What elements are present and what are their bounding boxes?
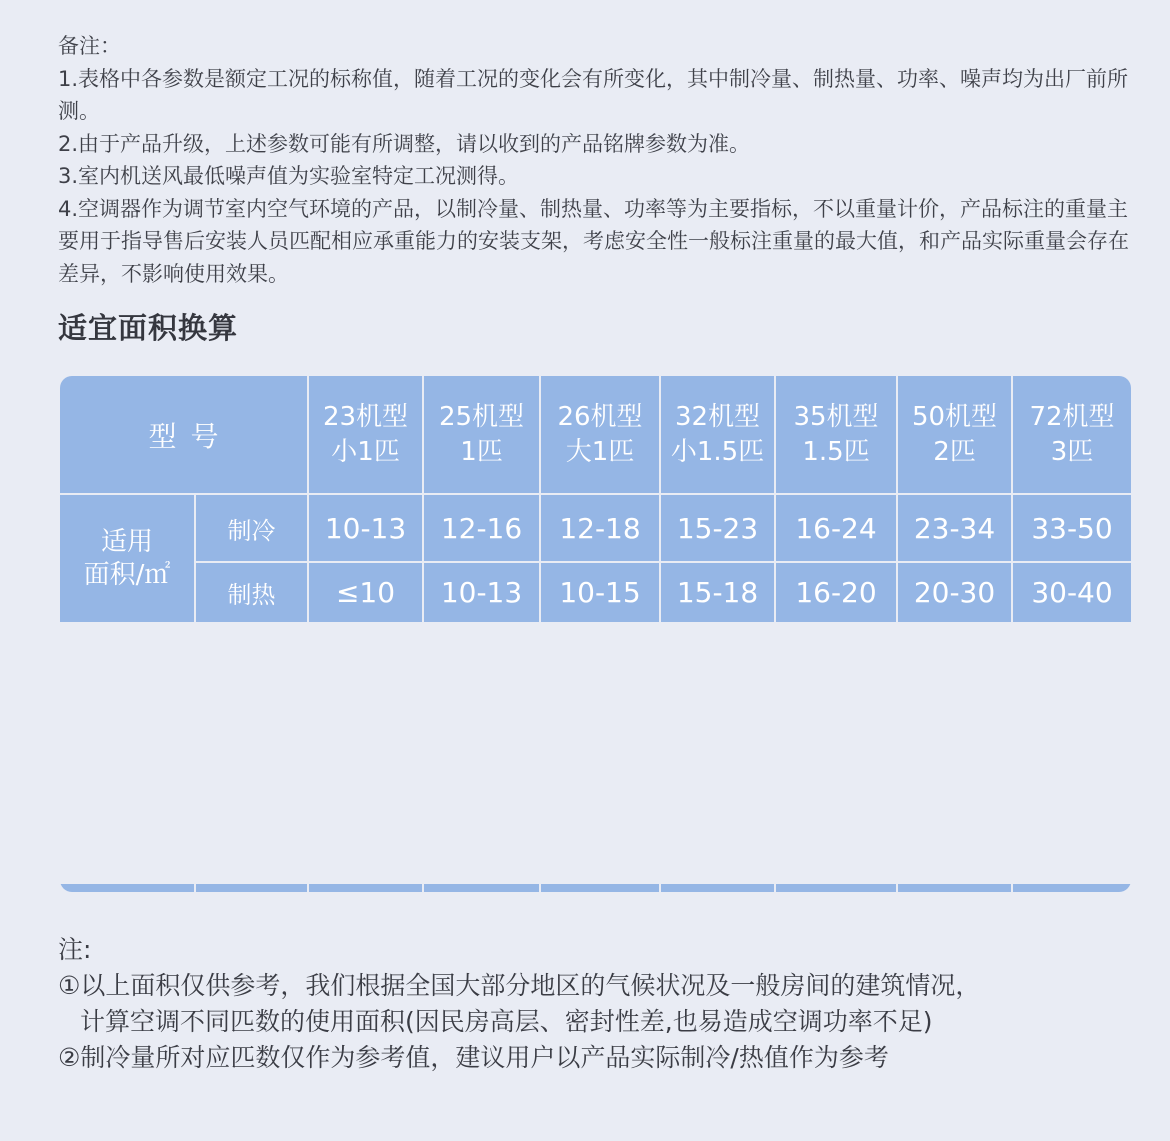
col-divider [539,884,541,892]
column-header-model: 72机型 [1029,401,1115,432]
column-header-hp: 1.5匹 [802,436,870,467]
column-header [424,376,539,493]
model-header: 型号 [148,419,233,453]
column-header [776,376,896,493]
heating-cell: 20-30 [913,576,996,609]
column-header-model: 26机型 [557,401,643,432]
note-item-2: 2.由于产品升级，上述参数可能有所调整，请以收到的产品铭牌参数为准。 [58,131,751,156]
notes-heading: 备注： [58,34,121,58]
cooling-row-label: 制冷 [227,516,276,545]
col-divider [1011,884,1013,892]
note-item-1: 1.表格中各参数是额定工况的标称值，随着工况的变化会有所变化，其中制冷量、制热量、功率、噪声均为出厂前所测。 [58,66,1129,123]
section-title: 适宜面积换算 [58,311,239,345]
area-label-line1: 适用 [100,526,153,557]
heating-cell: 15-18 [676,576,759,609]
heating-row-label: 制热 [227,581,276,609]
cooling-cell: 16-24 [795,511,877,545]
heating-cell: 16-20 [795,576,877,609]
heating-cell: ≤10 [335,576,396,609]
note-item-4: 4.空调器作为调节室内空气环境的产品，以制冷量、制热量、功率等为主要指标，不以重量计价，产品标注的重量主要用于指导售后安装人员匹配相应承重能力的安装支架，考虑安全性一般标注重量的最大值，和产品实际重量会存在差异，不影响使用效果。 [58,196,1129,286]
column-header-model: 23机型 [322,401,409,432]
area-table [60,376,1131,892]
col-divider [896,884,898,892]
column-header-model: 50机型 [911,401,998,432]
footnote-line-1: ①以上面积仅供参考，我们根据全国大部分地区的气候状况及一般房间的建筑情况， [58,971,981,1000]
column-header-hp: 小1.5匹 [670,436,765,467]
cooling-cell: 10-13 [324,511,407,545]
cooling-cell: 12-16 [440,511,523,545]
table-bottom-strip [60,884,1131,892]
column-header-model: 25机型 [438,401,525,432]
column-header-model: 32机型 [674,401,761,432]
column-header-hp: 3匹 [1050,436,1094,467]
col-divider [194,884,196,892]
column-header-hp: 大1匹 [565,436,635,467]
cooling-cell: 33-50 [1031,511,1113,545]
footnote-line-2: 计算空调不同匹数的使用面积(因民房高层、密封性差,也易造成空调功率不足) [80,1007,933,1036]
column-header-hp: 小1匹 [331,436,400,467]
heating-cell: 30-40 [1031,576,1113,609]
column-header-model: 35机型 [793,401,879,432]
heating-cell: 10-13 [440,576,523,609]
cooling-cell: 15-23 [676,511,759,545]
footnote-section [58,932,1148,1076]
footnote-line-3: ②制冷量所对应匹数仅作为参考值，建议用户以产品实际制冷/热值作为参考 [58,1043,889,1072]
column-header [541,376,659,493]
column-header [309,376,422,493]
column-header-hp: 2匹 [933,436,976,467]
cooling-cell: 23-34 [913,511,996,545]
notes-section [58,30,1138,290]
table-blank-area [60,622,1131,884]
col-divider [659,884,661,892]
col-divider [307,884,309,892]
area-row-label [60,495,194,622]
footnote-heading: 注: [58,935,92,964]
col-divider [422,884,424,892]
heating-cell: 10-15 [559,576,641,609]
column-header [1013,376,1131,493]
cooling-cell: 12-18 [559,511,641,545]
note-item-3: 3.室内机送风最低噪声值为实验室特定工况测得。 [58,164,520,188]
column-header [898,376,1011,493]
col-divider [774,884,776,892]
column-header [661,376,774,493]
area-label-line2: 面积/㎡ [83,559,171,590]
column-header-hp: 1匹 [460,436,503,467]
